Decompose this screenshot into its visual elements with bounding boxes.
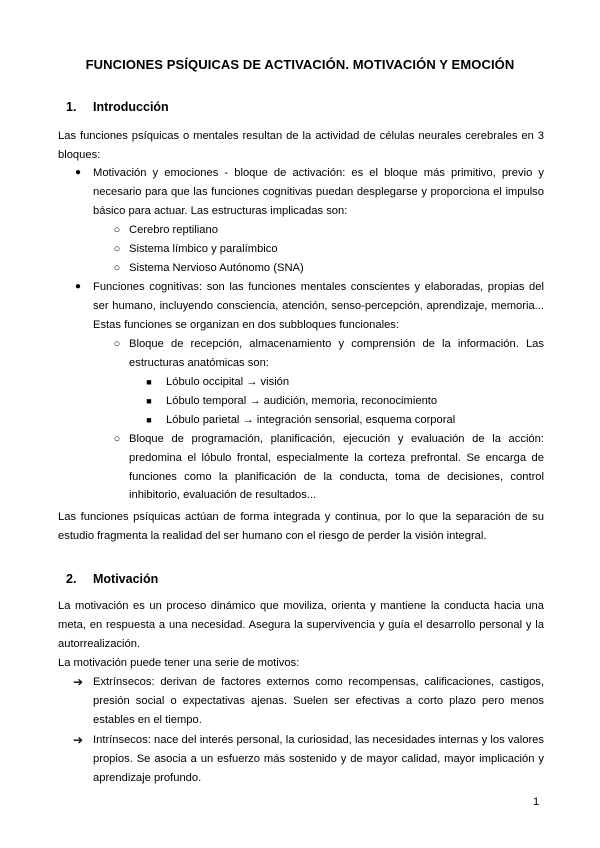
list-item-parietal: Lóbulo parietal → integración sensorial, esquema corporal — [166, 414, 456, 426]
bullet-cognitive: Funciones cognitivas: son las funciones mentales conscientes y elaboradas, propias del ser humano, incluyendo consciencia, atención, senso-percepción, aprendizaje, memoria... Estas funciones se organizan en dos subbloques funcionales: — [93, 281, 544, 331]
circle-marker: ○ — [113, 243, 121, 255]
page-number: 1 — [533, 796, 540, 808]
section-1-intro: Las funciones psíquicas o mentales resultan de la actividad de células neurales cerebrales en 3 bloques: — [58, 130, 544, 161]
list-item-temporal: Lóbulo temporal → audición, memoria, reconocimiento — [166, 395, 438, 407]
subblock-reception: Bloque de recepción, almacenamiento y comprensión de la información. Las estructuras anatómicas son: — [129, 338, 544, 369]
circle-marker: ○ — [113, 224, 121, 236]
section-1-title: Introducción — [93, 100, 169, 114]
arrow-marker: ➔ — [72, 675, 84, 689]
section-1-number: 1. — [66, 100, 77, 114]
list-item-occipital: Lóbulo occipital → visión — [166, 376, 290, 388]
bullet-disc-marker: ● — [74, 167, 82, 178]
bullet-disc-marker: ● — [74, 281, 82, 292]
section-2-heading — [66, 572, 158, 586]
circle-marker: ○ — [113, 338, 121, 350]
section-2-number: 2. — [66, 572, 77, 586]
bullet-activation: Motivación y emociones - bloque de activación: es el bloque más primitivo, previo y necesario para que las funciones cognitivas puedan desplegarse y proporciona el impulso básico para actuar. Las estructuras implicadas son: — [93, 167, 544, 217]
section-1-closing: Las funciones psíquicas actúan de forma integrada y continua, por lo que la separación de su estudio fragmenta la realidad del ser humano con el riesgo de perder la visión integral. — [58, 511, 544, 542]
circle-marker: ○ — [113, 262, 121, 274]
circle-marker: ○ — [113, 433, 121, 445]
section-2-paragraph-1: La motivación es un proceso dinámico que moviliza, orienta y mantiene la conducta hacia una meta, en respuesta a una necesidad. Asegura la supervivencia y guía el desarrollo personal y la autorrealización. — [58, 600, 544, 650]
list-item-sna: Sistema Nervioso Autónomo (SNA) — [129, 262, 304, 274]
list-item-reptiliano: Cerebro reptiliano — [129, 224, 218, 236]
square-marker: ■ — [146, 377, 152, 387]
square-marker: ■ — [146, 396, 152, 406]
square-marker: ■ — [146, 415, 152, 425]
section-2-title: Motivación — [93, 572, 159, 586]
section-2-paragraph-2: La motivación puede tener una serie de motivos: — [58, 657, 300, 669]
section-1-heading — [66, 100, 169, 114]
document-title: FUNCIONES PSÍQUICAS DE ACTIVACIÓN. MOTIVACIÓN Y EMOCIÓN — [85, 57, 515, 72]
motive-extrinsic: Extrínsecos: derivan de factores externos como recompensas, calificaciones, castigos, presión social o expectativas ajenas. Suelen ser efectivas a corto plazo pero menos estables en el tiempo. — [93, 676, 544, 726]
motive-intrinsic: Intrínsecos: nace del interés personal, la curiosidad, las necesidades internas y los valores propios. Se asocia a un esfuerzo más sostenido y de mayor calidad, mayor implicación y aprendizaje profundo. — [93, 734, 544, 784]
list-item-limbico: Sistema límbico y paralímbico — [129, 243, 278, 255]
arrow-marker: ➔ — [72, 733, 84, 747]
subblock-programming: Bloque de programación, planificación, ejecución y evaluación de la acción: predomina el lóbulo frontal, especialmente la corteza prefrontal. Se encarga de funciones como la planificación de la conducta, toma de decisiones, control inhibitorio, evaluación de resultados... — [129, 433, 544, 502]
